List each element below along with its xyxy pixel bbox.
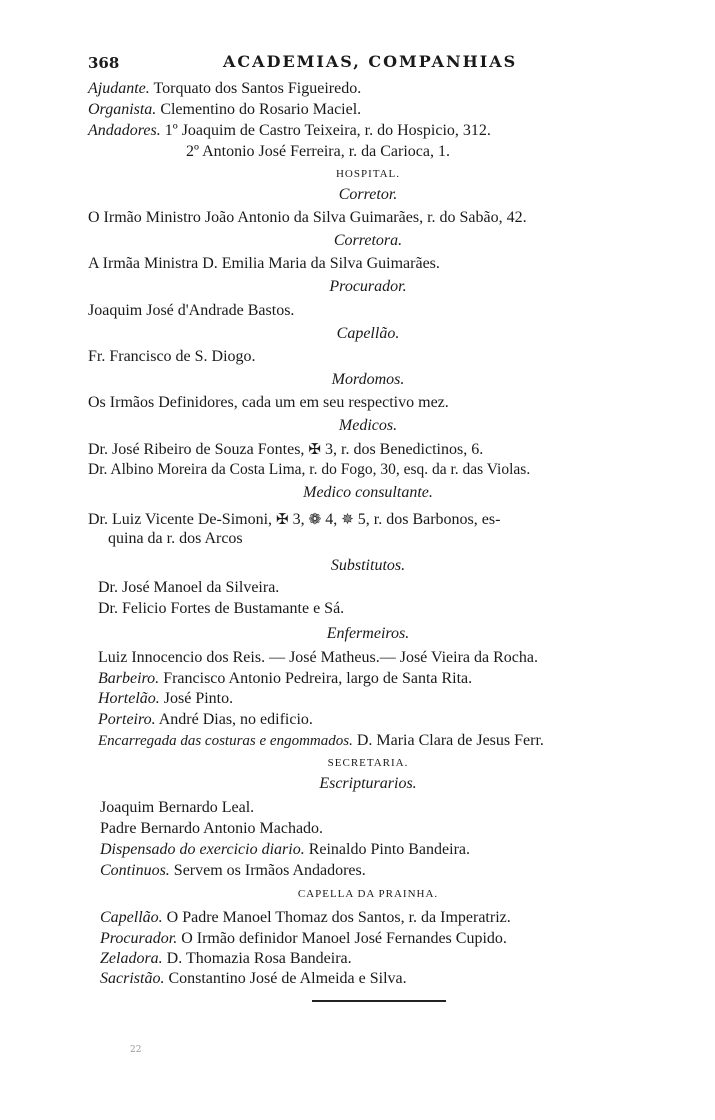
encarregada-label: Encarregada das costuras e engommados. [98, 733, 353, 749]
continuos-label: Continuos. [100, 862, 170, 879]
entry-capella-capellao [100, 909, 511, 927]
section-title-hospital: HOSPITAL. [335, 168, 401, 180]
subheading-corretor: Corretor. [338, 186, 398, 203]
officer-line [88, 80, 361, 98]
star-order-icon: ✵ [341, 512, 354, 528]
subheading-corretora: Corretora. [333, 232, 403, 249]
entry-medico-1 [88, 440, 483, 459]
entry-encarregada [98, 732, 544, 750]
entry-capella-sacristao [100, 970, 407, 988]
officer-role: Organista. [88, 101, 157, 118]
consultante-address: 5, r. dos Barbonos, es- [353, 511, 501, 528]
officer-line [88, 101, 361, 119]
capella-procurador-label: Procurador. [100, 930, 178, 947]
hortelao-label: Hortelão. [98, 690, 160, 707]
entry-escripturario-1: Joaquim Bernardo Leal. [100, 799, 255, 816]
medico-1-address: 3, r. dos Benedictinos, 6. [321, 441, 484, 458]
page-header [88, 50, 648, 74]
running-title: ACADEMIAS, COMPANHIAS [223, 52, 518, 71]
porteiro-label: Porteiro. [98, 711, 156, 728]
entry-consultante-continued: quina da r. dos Arcos [108, 530, 243, 547]
dispensado-name: Reinaldo Pinto Bandeira. [304, 841, 471, 858]
encarregada-name: D. Maria Clara de Jesus Ferr. [352, 732, 544, 749]
officer-name: 1º Joaquim de Castro Teixeira, r. do Hospicio, 312. [160, 122, 491, 139]
entry-escripturario-2: Padre Bernardo Antonio Machado. [100, 820, 324, 837]
officer-line [186, 143, 450, 161]
entry-medico-2: Dr. Albino Moreira da Costa Lima, r. do Fogo, 30, esq. da r. das Violas. [88, 461, 531, 478]
capella-zeladora-label: Zeladora. [100, 950, 163, 967]
subheading-mordomos: Mordomos. [331, 371, 405, 388]
capella-sacristao-name: Constantino José de Almeida e Silva. [164, 970, 407, 987]
porteiro-name: André Dias, no edificio. [155, 711, 313, 728]
entry-substituto-2: Dr. Felicio Fortes de Bustamante e Sá. [98, 600, 345, 617]
entry-capella-zeladora [100, 950, 352, 968]
subheading-enfermeiros: Enfermeiros. [326, 625, 410, 642]
entry-barbeiro [98, 670, 472, 688]
capella-capellao-label: Capellão. [100, 909, 163, 926]
capella-sacristao-label: Sacristão. [100, 970, 165, 987]
dispensado-label: Dispensado do exercicio diario. [100, 841, 305, 858]
signature-mark: 22 [130, 1045, 142, 1055]
entry-procurador: Joaquim José d'Andrade Bastos. [88, 302, 295, 319]
hortelao-name: José Pinto. [159, 690, 234, 707]
officer-role: Andadores. [88, 122, 161, 139]
capella-capellao-name: O Padre Manoel Thomaz dos Santos, r. da Imperatriz. [162, 909, 511, 926]
section-title-secretaria: SECRETARIA. [327, 757, 409, 769]
entry-enfermeiros: Luiz Innocencio dos Reis. — José Matheus.— José Vieira da Rocha. [98, 649, 538, 666]
barbeiro-label: Barbeiro. [98, 670, 160, 687]
officer-name: Torquato dos Santos Figueiredo. [149, 80, 362, 97]
officer-line [88, 122, 491, 140]
order-degree: 3, [288, 511, 309, 528]
entry-continuos [100, 862, 366, 880]
subheading-medicos: Medicos. [338, 417, 398, 434]
entry-hortelao [98, 690, 233, 708]
subheading-capellao: Capellão. [336, 325, 400, 342]
capella-procurador-name: O Irmão definidor Manoel José Fernandes Cupido. [177, 930, 507, 947]
barbeiro-name: Francisco Antonio Pedreira, largo de Santa Rita. [159, 670, 473, 687]
subheading-consultante: Medico consultante. [303, 484, 433, 501]
entry-consultante [88, 510, 500, 529]
officer-name: 2º Antonio José Ferreira, r. da Carioca, 1. [186, 143, 451, 160]
subheading-substitutos: Substitutos. [330, 557, 406, 574]
order-degree: 4, [321, 511, 342, 528]
entry-substituto-1: Dr. José Manoel da Silveira. [98, 579, 280, 596]
entry-corretor: O Irmão Ministro João Antonio da Silva Guimarães, r. do Sabão, 42. [88, 209, 527, 226]
page-number: 368 [88, 54, 120, 72]
entry-mordomos: Os Irmãos Definidores, cada um em seu respectivo mez. [88, 394, 449, 411]
entry-dispensado [100, 841, 470, 859]
section-title-capella: CAPELLA DA PRAINHA. [297, 888, 439, 900]
entry-capella-procurador [100, 930, 507, 948]
officer-role: Ajudante. [88, 80, 150, 97]
subheading-escripturarios: Escripturarios. [319, 775, 417, 792]
rose-order-icon: ❁ [308, 512, 322, 528]
consultante-name: Dr. Luiz Vicente De-Simoni, [88, 511, 277, 528]
cross-order-icon: ✠ [308, 442, 321, 458]
entry-capellao: Fr. Francisco de S. Diogo. [88, 348, 256, 365]
medico-1-name: Dr. José Ribeiro de Souza Fontes, [88, 441, 309, 458]
entry-corretora: A Irmãa Ministra D. Emilia Maria da Silva Guimarães. [88, 255, 440, 272]
cross-order-icon: ✠ [276, 512, 289, 528]
capella-zeladora-name: D. Thomazia Rosa Bandeira. [162, 950, 352, 967]
continuos-text: Servem os Irmãos Andadores. [169, 862, 366, 879]
officer-name: Clementino do Rosario Maciel. [156, 101, 362, 118]
end-rule [312, 1000, 446, 1002]
subheading-procurador: Procurador. [329, 278, 407, 295]
entry-porteiro [98, 711, 313, 729]
